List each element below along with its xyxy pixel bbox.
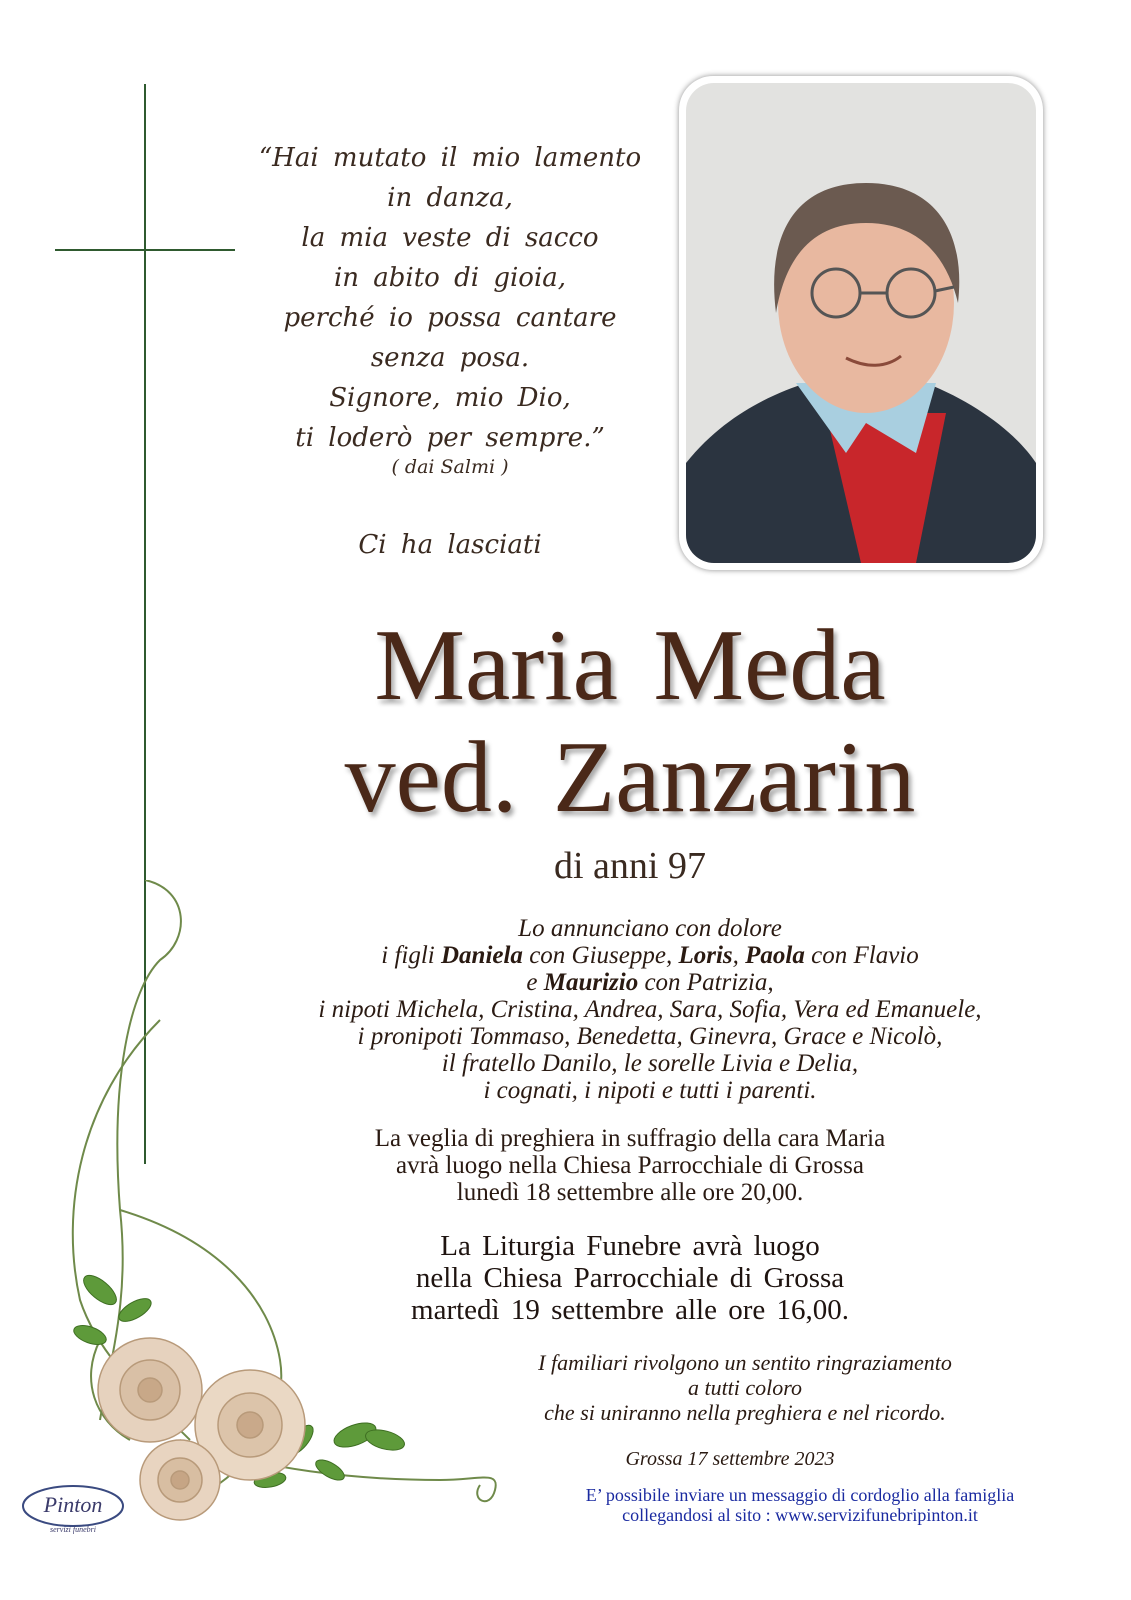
svg-text:servizi funebri: servizi funebri	[50, 1525, 96, 1534]
announcement-line: Lo annunciano con dolore	[518, 915, 782, 942]
funeral-notice	[200, 1230, 1060, 1326]
announcement-line: i cognati, i nipoti e tutti i parenti.	[483, 1077, 817, 1104]
quote-source: ( dai Salmi )	[391, 456, 509, 478]
portrait-icon	[686, 83, 1036, 563]
funeral-line: nella Chiesa Parrocchiale di Grossa	[415, 1262, 845, 1294]
notice-date: Grossa 17 settembre 2023	[625, 1448, 835, 1470]
quote-line: Signore, mio Dio,	[329, 383, 571, 413]
announcement-line: i figli Daniela con Giuseppe, Loris, Paola con Flavio	[381, 942, 919, 969]
deceased-name	[200, 610, 1060, 834]
thanks-notice	[420, 1350, 1070, 1425]
announcement	[170, 915, 1130, 1104]
quote-line: perché io possa cantare	[283, 303, 617, 333]
vigil-line: avrà luogo nella Chiesa Parrocchiale di Grossa	[396, 1152, 864, 1179]
announcement-line: il fratello Danilo, le sorelle Livia e Delia,	[441, 1050, 859, 1077]
website-link[interactable]: collegandosi al sito : www.servizifunebripinton.it	[622, 1505, 978, 1525]
svg-text:Pinton: Pinton	[43, 1492, 103, 1517]
announcement-line: i nipoti Michela, Cristina, Andrea, Sara, Sofia, Vera ed Emanuele,	[318, 996, 982, 1023]
vigil-line: lunedì 18 settembre alle ore 20,00.	[456, 1179, 804, 1206]
funeral-line: martedì 19 settembre alle ore 16,00.	[411, 1294, 849, 1326]
thanks-line: che si uniranno nella preghiera e nel ricordo.	[544, 1400, 946, 1425]
cross-horizontal	[55, 249, 235, 251]
name-line: Maria Meda	[374, 609, 886, 722]
announcement-line: e Maurizio con Patrizia,	[526, 969, 774, 996]
thanks-line: a tutti coloro	[687, 1375, 803, 1400]
website-line: E’ possibile inviare un messaggio di cordoglio alla famiglia	[585, 1485, 1015, 1505]
announcement-line: i pronipoti Tommaso, Benedetta, Ginevra, Grace e Nicolò,	[357, 1023, 943, 1050]
deceased-age: di anni 97	[554, 845, 706, 887]
vigil-line: La veglia di preghiera in suffragio della cara Maria	[374, 1125, 886, 1152]
quote-line: “Hai mutato il mio lamento	[258, 143, 642, 173]
portrait-photo	[686, 83, 1036, 563]
vigil-notice	[200, 1125, 1060, 1206]
name-line: ved. Zanzarin	[344, 721, 916, 834]
website-notice	[520, 1485, 1080, 1525]
quote-line: in danza,	[387, 183, 513, 213]
pinton-logo-icon	[18, 1478, 128, 1538]
quote-line: in abito di gioia,	[333, 263, 567, 293]
quote-line: ti loderò per sempre.”	[295, 423, 605, 453]
funeral-line: La Liturgia Funebre avrà luogo	[440, 1230, 820, 1262]
intro-text: Ci ha lasciati	[358, 530, 542, 560]
thanks-line: I familiari rivolgono un sentito ringraziamento	[538, 1350, 952, 1375]
quote-line: la mia veste di sacco	[301, 223, 599, 253]
quote-line: senza posa.	[370, 343, 530, 373]
psalm-quote	[230, 138, 670, 458]
